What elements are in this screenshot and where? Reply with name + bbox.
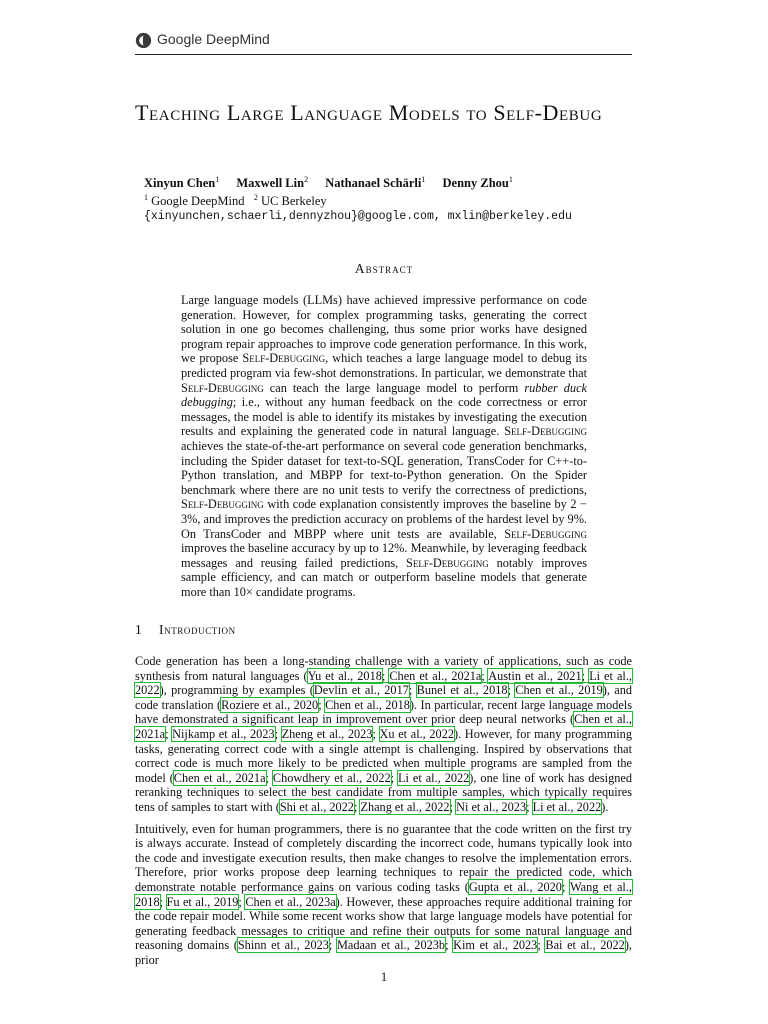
- author: Maxwell Lin$^2$: [236, 175, 309, 191]
- author: Nathanael Schärli$^1$: [325, 175, 426, 191]
- section-heading: 1 Introduction: [135, 622, 236, 637]
- abstract-heading: Abstract: [354, 261, 414, 276]
- abstract-body: Large language models (LLMs) have achieved impressive performance on code generation. However, for complex programming tasks, generating the correct solution in one go becomes challenging, thus some prior works have designed program repair approaches to improve code generation performance. In this work, we propose Self-Debugging, which teaches a large language model to debug its predicted program via few-shot demonstrations. In particular, we demonstrate that Self-Debugging can teach the large language model to perform rubber duck debugging; i.e., without any human feedback on the code correctness or error messages, the model is able to identify its mistakes by investigating the execution results and explaining the generated code in natural language. Self-Debugging achieves the state-of-the-art performance on several code generation benchmarks, including the Spider dataset for text-to-SQL generation, TransCoder for C++-to-Python translation, and MBPP for text-to-Python generation. On the Spider benchmark where there are no unit tests to verify the correctness of predictions, Self-Debugging with code explanation consistently improves the baseline by 2 − 3%, and improves the prediction accuracy on problems of the hardest level by 9%. On TransCoder and MBPP where unit tests are available, Self-Debugging improves the baseline accuracy by up to 12%. Meanwhile, by leveraging feedback messages and reusing failed predictions, Self-Debugging notably improves sample efficiency, and can match or outperform baseline models that generate more than 10× candidate programs.: [181, 293, 588, 599]
- citation-link[interactable]: Chen et al., 2021a: [173, 770, 266, 785]
- author-list: [144, 175, 527, 191]
- citation-link[interactable]: Zhang et al., 2022: [360, 799, 450, 814]
- google-deepmind-logo-icon: [135, 32, 152, 49]
- introduction-body: [135, 654, 632, 967]
- citation-link[interactable]: Ni et al., 2023: [456, 799, 527, 814]
- citation-link[interactable]: Roziere et al., 2020: [221, 697, 319, 712]
- citation-link[interactable]: Yu et al., 2018: [307, 668, 382, 683]
- citation-link[interactable]: Chen et al., 2019: [515, 683, 603, 698]
- citation-link[interactable]: Shinn et al., 2023: [237, 938, 329, 953]
- paragraph: Intuitively, even for human programmers, there is no guarantee that the code written on the first try is always accurate. Instead of completely discarding the incorrect code, humans typically look into the code and investigate execution results, then make changes to resolve the implementation errors. Therefore, prior works propose deep learning techniques to repair the predicted code, which demonstrate notable performance gains on various coding tasks (Gupta et al., 2020; Wang et al., 2018; Fu et al., 2019; Chen et al., 2023a). However, these approaches require additional training for the code repair model. While some recent works show that large language models have potential for generating feedback messages to critique and refine their outputs for some natural language and reasoning domains (Shinn et al., 2023; Madaan et al., 2023b; Kim et al., 2023; Bai et al., 2022), prior: [135, 821, 632, 967]
- citation-link[interactable]: Chen et al., 2023a: [245, 894, 336, 909]
- citation-link[interactable]: Devlin et al., 2017: [313, 683, 409, 698]
- citation-link[interactable]: Gupta et al., 2020: [468, 879, 562, 894]
- citation-link[interactable]: Nijkamp et al., 2023: [172, 726, 275, 741]
- page-header: [135, 30, 632, 55]
- citation-link[interactable]: Chen et al., 2021a: [135, 712, 632, 741]
- citation-link[interactable]: Wang et al., 2018: [135, 879, 632, 909]
- author: Xinyun Chen$^1$: [144, 175, 220, 191]
- citation-link[interactable]: Chen et al., 2021a: [389, 668, 482, 683]
- citation-link[interactable]: Li et al., 2022: [398, 770, 470, 785]
- author: Denny Zhou$^1$: [442, 175, 513, 191]
- citation-link[interactable]: Kim et al., 2023: [453, 938, 538, 953]
- paragraph: Code generation has been a long-standing challenge with a variety of applications, such as code synthesis from natural languages (Yu et al., 2018; Chen et al., 2021a; Austin et al., 2021; Li et al., 2022), programming by examples (Devlin et al., 2017; Bunel et al., 2018; Chen et al., 2019), and code translation (Roziere et al., 2020; Chen et al., 2018). In particular, recent large language models have demonstrated a significant leap in improvement over prior deep neural networks (Chen et al., 2021a; Nijkamp et al., 2023; Zheng et al., 2023; Xu et al., 2022). However, for many programming tasks, generating correct code with a single attempt is challenging. Inspired by observations that correct code is much more likely to be predicted when multiple programs are sampled from the model (Chen et al., 2021a; Chowdhery et al., 2022; Li et al., 2022), one line of work has designed reranking techniques to select the best candidate from multiple samples, which typically requires tens of samples to start with (Shi et al., 2022; Zhang et al., 2022; Ni et al., 2023; Li et al., 2022).: [135, 654, 633, 814]
- citation-link[interactable]: Chowdhery et al., 2022: [272, 770, 391, 785]
- brand-name: Google DeepMind: [157, 31, 270, 47]
- author-emails: {xinyunchen,schaerli,dennyzhou}@google.com, mxlin@berkeley.edu: [144, 210, 572, 223]
- citation-link[interactable]: Zheng et al., 2023: [281, 726, 373, 741]
- page-number: 1: [380, 970, 388, 984]
- citation-link[interactable]: Shi et al., 2022: [279, 799, 354, 814]
- citation-link[interactable]: Li et al., 2022: [135, 668, 632, 698]
- affiliations: $^1$ Google DeepMind $^2$ UC Berkeley: [144, 193, 327, 209]
- citation-link[interactable]: Fu et al., 2019: [166, 894, 239, 909]
- citation-link[interactable]: Austin et al., 2021: [488, 668, 582, 683]
- paper-title: Teaching Large Language Models to Self-Debug: [135, 100, 603, 125]
- citation-link[interactable]: Li et al., 2022: [532, 799, 602, 814]
- citation-link[interactable]: Bai et al., 2022: [545, 938, 625, 953]
- citation-link[interactable]: Xu et al., 2022: [379, 726, 454, 741]
- citation-link[interactable]: Chen et al., 2018: [325, 697, 410, 712]
- citation-link[interactable]: Madaan et al., 2023b: [336, 938, 446, 953]
- citation-link[interactable]: Bunel et al., 2018: [416, 683, 508, 698]
